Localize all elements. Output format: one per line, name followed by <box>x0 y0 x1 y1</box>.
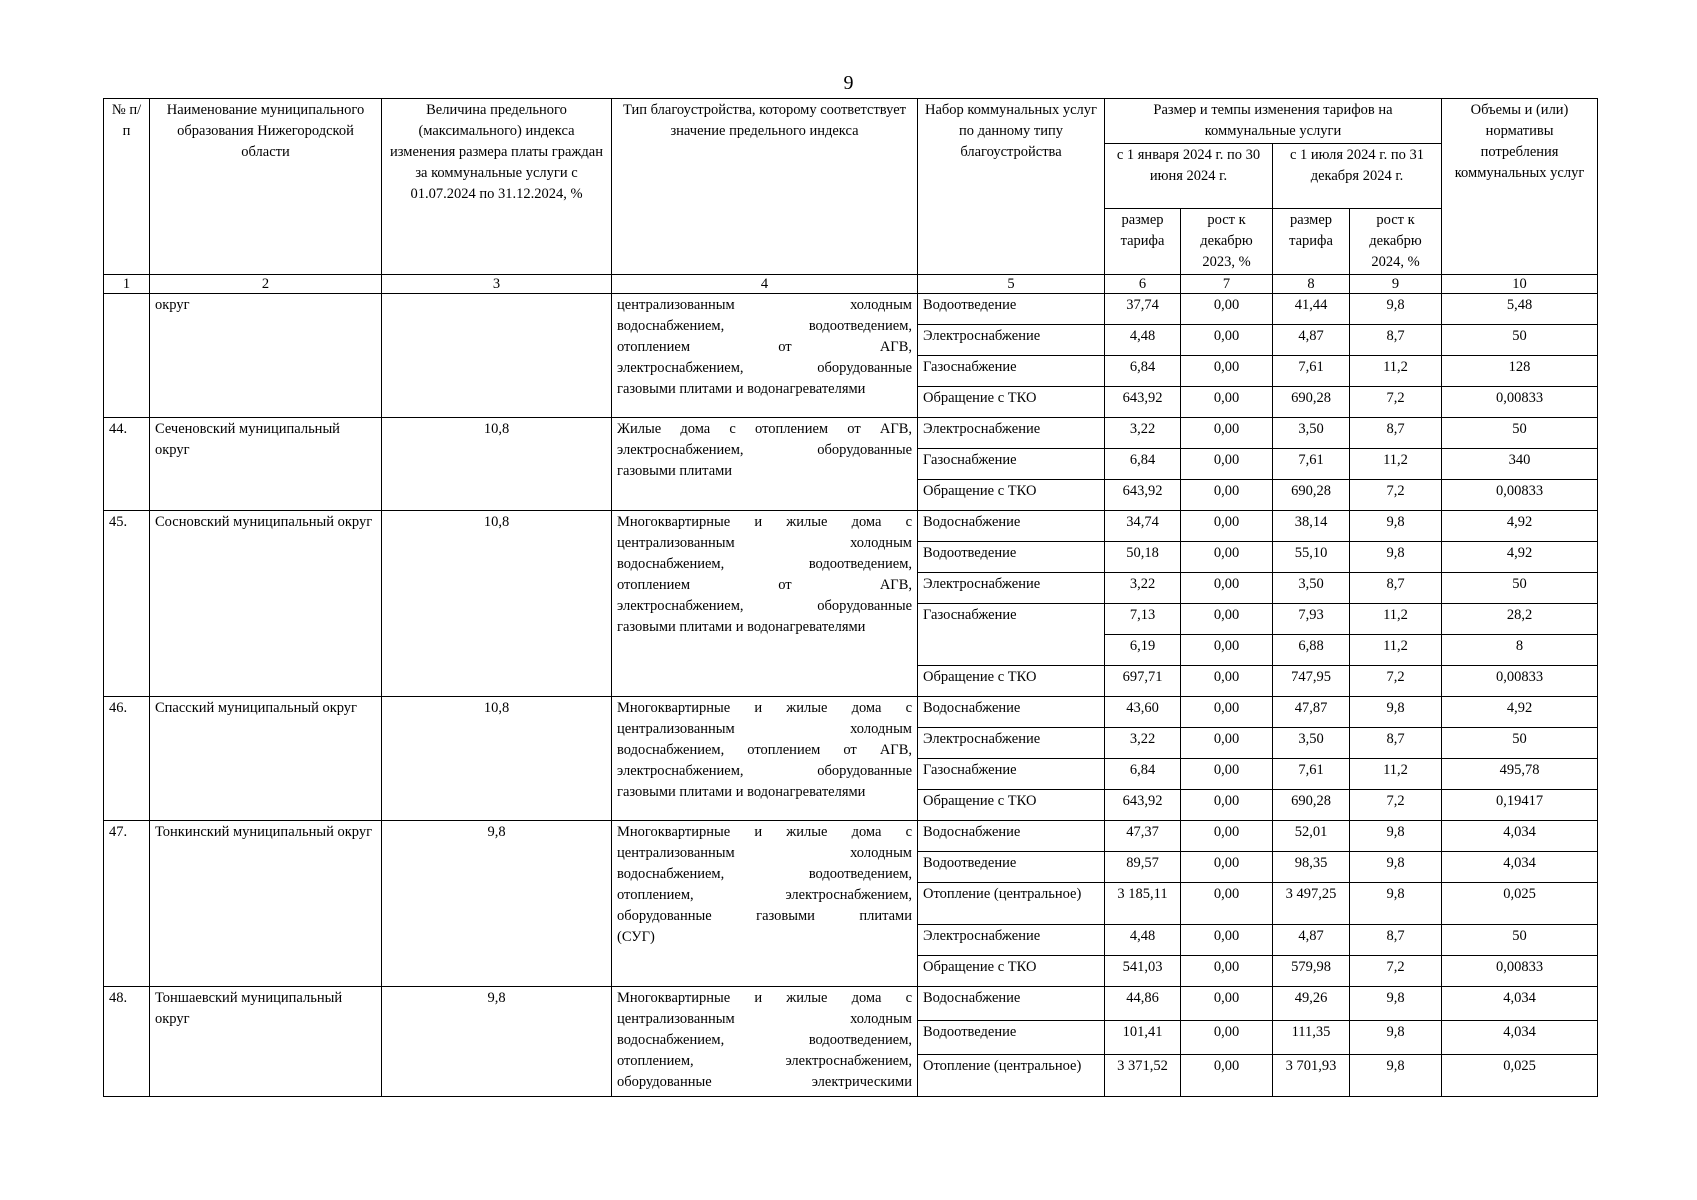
tariff-h2: 98,35 <box>1273 852 1350 883</box>
improvement-type-line: оборудованные газовыми плитами <box>617 908 912 924</box>
consumption-norm: 4,034 <box>1442 987 1598 1021</box>
tariff-h2: 3 497,25 <box>1273 883 1350 925</box>
tariff-h1: 4,48 <box>1105 925 1181 956</box>
row-number: 44. <box>104 418 150 511</box>
tariff-h1: 643,92 <box>1105 387 1181 418</box>
growth-h1: 0,00 <box>1181 542 1273 573</box>
growth-h2: 9,8 <box>1350 821 1442 852</box>
growth-h1: 0,00 <box>1181 449 1273 480</box>
service-name: Водоснабжение <box>918 511 1105 542</box>
service-name: Обращение с ТКО <box>918 790 1105 821</box>
tariff-h1: 37,74 <box>1105 294 1181 325</box>
service-name: Отопление (центральное) <box>918 1055 1105 1097</box>
growth-h2: 11,2 <box>1350 604 1442 635</box>
tariffs-table <box>103 98 1598 1097</box>
consumption-norm: 0,025 <box>1442 1055 1598 1097</box>
growth-h1: 0,00 <box>1181 987 1273 1021</box>
table-row <box>104 821 1598 852</box>
growth-h1: 0,00 <box>1181 1055 1273 1097</box>
tariff-h1: 6,84 <box>1105 449 1181 480</box>
page-number: 9 <box>843 72 854 94</box>
tariff-h2: 4,87 <box>1273 325 1350 356</box>
improvement-type-line: электроснабжением, оборудованные <box>617 360 912 376</box>
tariff-h2: 747,95 <box>1273 666 1350 697</box>
growth-h1: 0,00 <box>1181 387 1273 418</box>
consumption-norm: 0,00833 <box>1442 387 1598 418</box>
municipality-name: Сосновский муниципальный округ <box>150 511 382 697</box>
tariff-h1: 44,86 <box>1105 987 1181 1021</box>
growth-h2: 7,2 <box>1350 666 1442 697</box>
service-name: Водоснабжение <box>918 697 1105 728</box>
tariff-h2: 3,50 <box>1273 728 1350 759</box>
service-name: Газоснабжение <box>918 604 1105 666</box>
header-period-2: с 1 июля 2024 г. по 31 декабря 2024 г. <box>1273 144 1442 209</box>
row-number: 47. <box>104 821 150 987</box>
growth-h2: 9,8 <box>1350 1021 1442 1055</box>
tariff-h2: 6,88 <box>1273 635 1350 666</box>
improvement-type-line: газовыми плитами и водонагревателями <box>617 619 866 635</box>
growth-h1: 0,00 <box>1181 956 1273 987</box>
municipality-name: Спасский муниципальный округ <box>150 697 382 821</box>
consumption-norm: 495,78 <box>1442 759 1598 790</box>
column-number: 7 <box>1181 275 1273 294</box>
improvement-type-line: централизованным холодным <box>617 845 912 861</box>
header-tariff-1: размер тарифа <box>1105 209 1181 275</box>
tariff-h2: 111,35 <box>1273 1021 1350 1055</box>
consumption-norm: 50 <box>1442 325 1598 356</box>
header-improvement-type: Тип благоустройства, которому соответствует значение предельного индекса <box>612 99 918 275</box>
growth-h2: 9,8 <box>1350 1055 1442 1097</box>
tariff-h2: 3 701,93 <box>1273 1055 1350 1097</box>
growth-h1: 0,00 <box>1181 697 1273 728</box>
growth-h2: 8,7 <box>1350 325 1442 356</box>
tariff-h2: 55,10 <box>1273 542 1350 573</box>
tariff-h1: 47,37 <box>1105 821 1181 852</box>
consumption-norm: 0,19417 <box>1442 790 1598 821</box>
consumption-norm: 0,00833 <box>1442 666 1598 697</box>
tariff-h2: 4,87 <box>1273 925 1350 956</box>
column-number: 6 <box>1105 275 1181 294</box>
growth-h2: 9,8 <box>1350 883 1442 925</box>
tariff-h2: 3,50 <box>1273 573 1350 604</box>
header-period-1: с 1 января 2024 г. по 30 июня 2024 г. <box>1105 144 1273 209</box>
growth-h1: 0,00 <box>1181 666 1273 697</box>
growth-h1: 0,00 <box>1181 821 1273 852</box>
growth-h2: 11,2 <box>1350 635 1442 666</box>
consumption-norm: 340 <box>1442 449 1598 480</box>
growth-h1: 0,00 <box>1181 511 1273 542</box>
tariff-h1: 697,71 <box>1105 666 1181 697</box>
service-name: Водоснабжение <box>918 821 1105 852</box>
header-growth-1: рост к декабрю 2023, % <box>1181 209 1273 275</box>
growth-h2: 8,7 <box>1350 418 1442 449</box>
improvement-type-line: газовыми плитами и водонагревателями <box>617 381 866 397</box>
improvement-type-line: электроснабжением, оборудованные <box>617 598 912 614</box>
municipality-name: Тоншаевский муниципальный округ <box>150 987 382 1097</box>
improvement-type-line: электроснабжением, оборудованные <box>617 763 912 779</box>
tariff-h2: 3,50 <box>1273 418 1350 449</box>
tariff-h2: 41,44 <box>1273 294 1350 325</box>
tariff-h2: 49,26 <box>1273 987 1350 1021</box>
growth-h2: 8,7 <box>1350 925 1442 956</box>
tariff-h2: 38,14 <box>1273 511 1350 542</box>
tariff-h1: 541,03 <box>1105 956 1181 987</box>
improvement-type-line: централизованным холодным <box>617 535 912 551</box>
max-index-value: 10,8 <box>382 511 612 697</box>
growth-h1: 0,00 <box>1181 1021 1273 1055</box>
row-number <box>104 294 150 418</box>
tariff-h1: 643,92 <box>1105 790 1181 821</box>
growth-h2: 7,2 <box>1350 387 1442 418</box>
tariff-h1: 6,84 <box>1105 356 1181 387</box>
service-name: Отопление (центральное) <box>918 883 1105 925</box>
improvement-type-line: (СУГ) <box>617 929 655 945</box>
tariff-h1: 101,41 <box>1105 1021 1181 1055</box>
improvement-type-line: централизованным холодным <box>617 297 912 313</box>
service-name: Электроснабжение <box>918 728 1105 759</box>
improvement-type-line: Многоквартирные и жилые дома с <box>617 824 912 840</box>
tariff-h1: 3 371,52 <box>1105 1055 1181 1097</box>
service-name: Обращение с ТКО <box>918 480 1105 511</box>
header-municipality: Наименование муниципального образования Нижегородской области <box>150 99 382 275</box>
header-index: Величина предельного (максимального) индекса изменения размера платы граждан за коммунальные услуги с 01.07.2024 по 31.12.2024, % <box>382 99 612 275</box>
improvement-type-line: газовыми плитами <box>617 463 733 479</box>
column-number: 2 <box>150 275 382 294</box>
max-index-value <box>382 294 612 418</box>
consumption-norm: 4,034 <box>1442 852 1598 883</box>
growth-h2: 11,2 <box>1350 759 1442 790</box>
consumption-norm: 50 <box>1442 418 1598 449</box>
tariff-h1: 6,19 <box>1105 635 1181 666</box>
growth-h2: 7,2 <box>1350 790 1442 821</box>
service-name: Газоснабжение <box>918 449 1105 480</box>
tariff-h1: 6,84 <box>1105 759 1181 790</box>
growth-h1: 0,00 <box>1181 852 1273 883</box>
column-numbers-row <box>104 275 1598 294</box>
growth-h1: 0,00 <box>1181 325 1273 356</box>
improvement-type-line: централизованным холодным <box>617 721 912 737</box>
growth-h2: 9,8 <box>1350 542 1442 573</box>
service-name: Газоснабжение <box>918 356 1105 387</box>
service-name: Обращение с ТКО <box>918 387 1105 418</box>
service-name: Электроснабжение <box>918 925 1105 956</box>
column-number: 4 <box>612 275 918 294</box>
improvement-type <box>612 821 918 987</box>
tariff-h1: 3,22 <box>1105 728 1181 759</box>
tariff-h1: 89,57 <box>1105 852 1181 883</box>
growth-h2: 9,8 <box>1350 987 1442 1021</box>
growth-h2: 9,8 <box>1350 852 1442 883</box>
improvement-type-line: оборудованные электрическими <box>617 1074 912 1090</box>
consumption-norm: 4,034 <box>1442 821 1598 852</box>
consumption-norm: 8 <box>1442 635 1598 666</box>
tariff-h2: 690,28 <box>1273 480 1350 511</box>
improvement-type <box>612 987 918 1097</box>
growth-h1: 0,00 <box>1181 925 1273 956</box>
consumption-norm: 50 <box>1442 728 1598 759</box>
tariff-h2: 52,01 <box>1273 821 1350 852</box>
improvement-type-line: водоснабжением, водоотведением, <box>617 866 912 882</box>
tariff-h1: 643,92 <box>1105 480 1181 511</box>
service-name: Водоотведение <box>918 1021 1105 1055</box>
tariff-h1: 3,22 <box>1105 418 1181 449</box>
improvement-type <box>612 418 918 511</box>
tariff-h1: 3,22 <box>1105 573 1181 604</box>
table-row <box>104 418 1598 449</box>
header-tariffs-group: Размер и темпы изменения тарифов на коммунальные услуги <box>1105 99 1442 144</box>
tariff-h2: 579,98 <box>1273 956 1350 987</box>
header-tariff-2: размер тарифа <box>1273 209 1350 275</box>
service-name: Водоснабжение <box>918 987 1105 1021</box>
improvement-type-line: водоснабжением, водоотведением, <box>617 1032 912 1048</box>
consumption-norm: 0,00833 <box>1442 956 1598 987</box>
tariff-h2: 690,28 <box>1273 790 1350 821</box>
row-number: 45. <box>104 511 150 697</box>
consumption-norm: 128 <box>1442 356 1598 387</box>
service-name: Водоотведение <box>918 542 1105 573</box>
service-name: Обращение с ТКО <box>918 956 1105 987</box>
improvement-type-line: отоплением от АГВ, <box>617 339 912 355</box>
row-number: 48. <box>104 987 150 1097</box>
max-index-value: 10,8 <box>382 697 612 821</box>
growth-h1: 0,00 <box>1181 790 1273 821</box>
column-number: 10 <box>1442 275 1598 294</box>
growth-h1: 0,00 <box>1181 356 1273 387</box>
improvement-type-line: Многоквартирные и жилые дома с <box>617 990 912 1006</box>
service-name: Водоотведение <box>918 294 1105 325</box>
improvement-type-line: отоплением, электроснабжением, <box>617 887 912 903</box>
service-name: Электроснабжение <box>918 573 1105 604</box>
growth-h1: 0,00 <box>1181 294 1273 325</box>
growth-h2: 9,8 <box>1350 697 1442 728</box>
growth-h2: 9,8 <box>1350 294 1442 325</box>
consumption-norm: 4,92 <box>1442 542 1598 573</box>
max-index-value: 9,8 <box>382 821 612 987</box>
consumption-norm: 0,00833 <box>1442 480 1598 511</box>
tariff-h2: 690,28 <box>1273 387 1350 418</box>
max-index-value: 9,8 <box>382 987 612 1097</box>
growth-h2: 11,2 <box>1350 449 1442 480</box>
improvement-type-line: водоснабжением, отоплением от АГВ, <box>617 742 912 758</box>
growth-h1: 0,00 <box>1181 728 1273 759</box>
growth-h1: 0,00 <box>1181 635 1273 666</box>
header-number: № п/п <box>104 99 150 275</box>
tariff-h2: 7,61 <box>1273 449 1350 480</box>
improvement-type <box>612 511 918 697</box>
consumption-norm: 4,92 <box>1442 511 1598 542</box>
improvement-type <box>612 294 918 418</box>
consumption-norm: 50 <box>1442 925 1598 956</box>
growth-h2: 9,8 <box>1350 511 1442 542</box>
tariff-h1: 43,60 <box>1105 697 1181 728</box>
tariff-h1: 34,74 <box>1105 511 1181 542</box>
table-body <box>104 294 1598 1097</box>
growth-h1: 0,00 <box>1181 759 1273 790</box>
table-row <box>104 511 1598 542</box>
improvement-type-line: Многоквартирные и жилые дома с <box>617 700 912 716</box>
growth-h1: 0,00 <box>1181 604 1273 635</box>
tariff-h1: 3 185,11 <box>1105 883 1181 925</box>
growth-h1: 0,00 <box>1181 883 1273 925</box>
consumption-norm: 5,48 <box>1442 294 1598 325</box>
growth-h2: 7,2 <box>1350 956 1442 987</box>
improvement-type-line: Многоквартирные и жилые дома с <box>617 514 912 530</box>
growth-h1: 0,00 <box>1181 480 1273 511</box>
growth-h2: 8,7 <box>1350 728 1442 759</box>
table-row <box>104 987 1598 1021</box>
header-volumes: Объемы и (или) нормативы потребления коммунальных услуг <box>1442 99 1598 275</box>
column-number: 3 <box>382 275 612 294</box>
consumption-norm: 4,92 <box>1442 697 1598 728</box>
improvement-type-line: электроснабжением, оборудованные <box>617 442 912 458</box>
service-name: Газоснабжение <box>918 759 1105 790</box>
column-number: 5 <box>918 275 1105 294</box>
tariff-h1: 7,13 <box>1105 604 1181 635</box>
consumption-norm: 4,034 <box>1442 1021 1598 1055</box>
consumption-norm: 28,2 <box>1442 604 1598 635</box>
service-name: Обращение с ТКО <box>918 666 1105 697</box>
municipality-name: округ <box>150 294 382 418</box>
improvement-type-line: отоплением, электроснабжением, <box>617 1053 912 1069</box>
growth-h2: 7,2 <box>1350 480 1442 511</box>
improvement-type <box>612 697 918 821</box>
max-index-value: 10,8 <box>382 418 612 511</box>
consumption-norm: 50 <box>1442 573 1598 604</box>
service-name: Электроснабжение <box>918 325 1105 356</box>
header-growth-2: рост к декабрю 2024, % <box>1350 209 1442 275</box>
consumption-norm: 0,025 <box>1442 883 1598 925</box>
tariff-h2: 7,61 <box>1273 759 1350 790</box>
improvement-type-line: водоснабжением, водоотведением, <box>617 318 912 334</box>
row-number: 46. <box>104 697 150 821</box>
growth-h2: 8,7 <box>1350 573 1442 604</box>
improvement-type-line: централизованным холодным <box>617 1011 912 1027</box>
service-name: Водоотведение <box>918 852 1105 883</box>
tariff-h2: 7,61 <box>1273 356 1350 387</box>
municipality-name: Сеченовский муниципальный округ <box>150 418 382 511</box>
column-number: 8 <box>1273 275 1350 294</box>
column-number: 9 <box>1350 275 1442 294</box>
improvement-type-line: Жилые дома с отоплением от АГВ, <box>617 421 912 437</box>
municipality-name: Тонкинский муниципальный округ <box>150 821 382 987</box>
improvement-type-line: отоплением от АГВ, <box>617 577 912 593</box>
improvement-type-line: водоснабжением, водоотведением, <box>617 556 912 572</box>
growth-h2: 11,2 <box>1350 356 1442 387</box>
tariff-h2: 47,87 <box>1273 697 1350 728</box>
column-number: 1 <box>104 275 150 294</box>
table-row <box>104 294 1598 325</box>
growth-h1: 0,00 <box>1181 418 1273 449</box>
header-services: Набор коммунальных услуг по данному типу благоустройства <box>918 99 1105 275</box>
service-name: Электроснабжение <box>918 418 1105 449</box>
tariff-h2: 7,93 <box>1273 604 1350 635</box>
tariff-h1: 50,18 <box>1105 542 1181 573</box>
growth-h1: 0,00 <box>1181 573 1273 604</box>
improvement-type-line: газовыми плитами и водонагревателями <box>617 784 866 800</box>
table-row <box>104 697 1598 728</box>
tariff-h1: 4,48 <box>1105 325 1181 356</box>
